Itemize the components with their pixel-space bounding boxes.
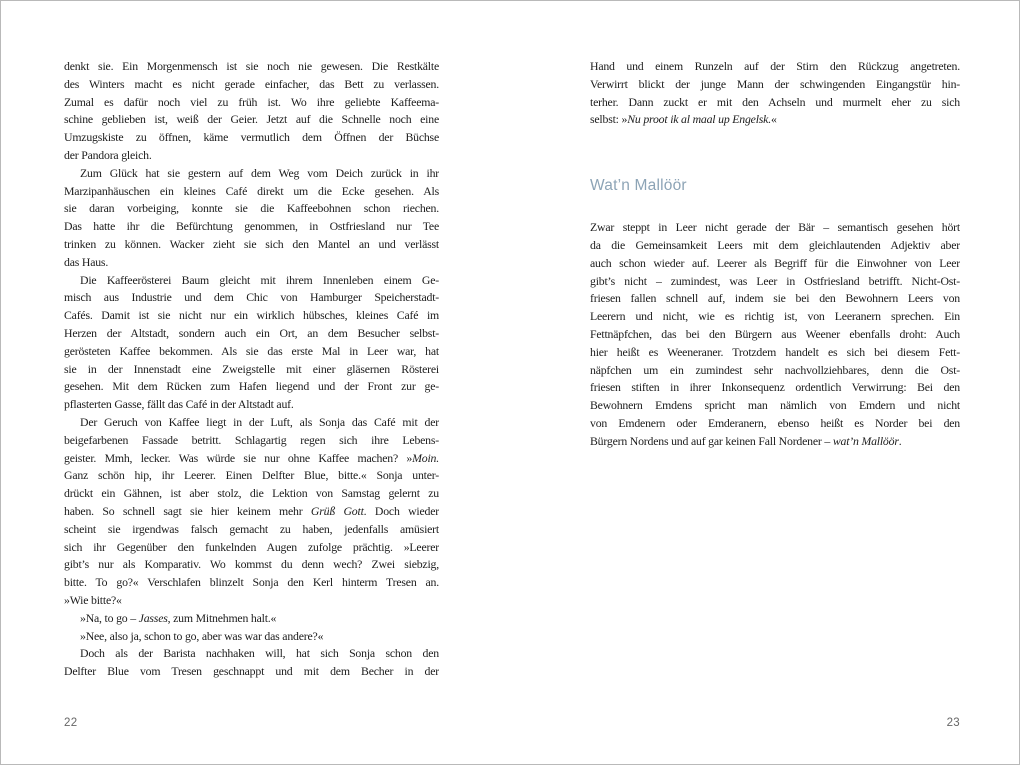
text-line: geister. Mmh, lecker. Was würde sie nur ohne Kaffee machen? »Moin.: [64, 450, 439, 465]
text-line: »Nee, also ja, schon to go, aber was war das andere?«: [80, 628, 324, 643]
text-line: haben. So schnell sagt sie hier keinem mehr Grüß Gott. Doch wieder: [64, 503, 439, 518]
text-line: denkt sie. Ein Morgenmensch ist sie noch nie gewesen. Die Restkälte: [64, 59, 439, 73]
text-line: gibt’s nur als Komparativ. Wo kommst du denn wech? Zwei siebzig,: [64, 557, 439, 572]
page-number-left: 22: [64, 717, 78, 729]
text-line: terher. Dann zuckt er mit den Achseln und murmelt eher zu sich: [590, 94, 960, 109]
text-line: näpfchen um ein zumindest sehr nachvollziehbares, denn die Ost-: [590, 362, 960, 377]
text-line: hier heißt es Weeneraner. Trotzdem handelt es sich bei diesem Fett-: [590, 344, 960, 359]
paragraph: [64, 628, 439, 646]
paragraph: [590, 58, 960, 129]
text-line: gibt’s nicht – zumindest, was Leer in Ostfriesland betrifft. Nicht-Ost-: [590, 273, 960, 288]
text-line: bitte. To go?« Verschlafen blinzelt Sonja den Kerl hinterm Tresen an.: [64, 575, 439, 590]
text-line: Ganz schön hip, ihr Leerer. Einen Delfter Blue, bitte.« Sonja unter-: [64, 468, 439, 483]
text-line: Herzen der Altstadt, sondern auch ein Ort, an dem Besucher selbst-: [64, 325, 439, 340]
text-line: Fettnäpfchen, das bei den Bürgern aus Weener ebenfalls droht: Auch: [590, 326, 960, 341]
right-page-text-column: [590, 58, 960, 451]
text-line: Bürgern Nordens und auf gar keinen Fall Nordener – wat’n Mallöör.: [590, 433, 902, 448]
text-line: Delfter Blue vom Tresen geschnappt und mit dem Becher in der: [64, 664, 439, 679]
text-line: Cafés. Damit ist sie nicht nur ein wirklich hübsches, kleines Café im: [64, 308, 439, 323]
paragraph: [64, 272, 439, 414]
text-line: sie daran vorbeiging, konnte sie die Kaffeebohnen schon riechen.: [64, 201, 439, 216]
text-line: sich ihr Gegenüber den funkelnden Augen zufolge prächtig. »Leerer: [64, 539, 439, 554]
page-number-right: 23: [946, 717, 960, 729]
text-line: Hand und einem Runzeln auf der Stirn den Rückzug angetreten.: [590, 59, 960, 73]
text-line: gerösteten Kaffee bekommen. Als sie das erste Mal in Leer war, hat: [64, 343, 439, 358]
text-line: Der Geruch von Kaffee liegt in der Luft, als Sonja das Café mit der: [80, 414, 439, 429]
text-line: das Haus.: [64, 254, 109, 269]
text-line: der Pandora gleich.: [64, 147, 152, 162]
left-page-text-column: [64, 58, 439, 681]
text-line: schine geblieben ist, weiß der Geier. Jetzt auf die Schnelle noch eine: [64, 112, 439, 127]
text-line: Leerern und nicht, wie es richtig ist, von Leeranern sprechen. Ein: [590, 309, 960, 324]
text-line: Zum Glück hat sie gestern auf dem Weg vom Deich zurück in ihr: [80, 165, 439, 180]
text-line: Umzugskiste zu öffnen, käme vermutlich dem Öffnen der Büchse: [64, 130, 439, 145]
text-line: von Emdenern oder Emderanern, ebenso heißt es Norder bei den: [590, 415, 960, 430]
text-line: gesehen. Mit dem Rücken zum Hafen liegend und der Front zur ge-: [64, 379, 439, 394]
text-line: Doch als der Barista nachhaken will, hat sich Sonja schon den: [80, 646, 439, 661]
text-line: Marzipanhäuschen ein kleines Café direkt um die Ecke gesehen. Als: [64, 183, 439, 198]
text-line: »Na, to go – Jasses, zum Mitnehmen halt.«: [80, 610, 277, 625]
paragraph: [64, 58, 439, 165]
text-line: Das hatte ihr die Befürchtung genommen, in Ostfriesland nur Tee: [64, 219, 439, 234]
right-page-top-text: [590, 58, 960, 129]
text-line: auch schon wieder auf. Leerer als Begriff für die Einwohner von Leer: [590, 255, 960, 270]
text-line: da die Gemeinsamkeit Leers mit dem gleichlautenden Adjektiv aber: [590, 237, 960, 252]
text-line: friesen fallen schnell auf, indem sie bei den Bewohnern Leers von: [590, 291, 960, 306]
paragraph: [590, 219, 960, 450]
text-line: beigefarbenen Fassade betritt. Schlagartig regen sich ihre Lebens-: [64, 432, 439, 447]
text-line: misch aus Industrie und dem Chic von Hamburger Speicherstadt-: [64, 290, 439, 305]
text-line: »Wie bitte?«: [64, 592, 122, 607]
text-line: selbst: »Nu proot ik al maal up Engelsk.«: [590, 112, 777, 127]
text-line: scheint sie irgendwas falsch gemacht zu haben, jedenfalls amüsiert: [64, 521, 439, 536]
text-line: Zwar steppt in Leer nicht gerade der Bär – semantisch gesehen hört: [590, 220, 960, 235]
text-line: pflasterten Gasse, fällt das Café in der Altstadt auf.: [64, 397, 294, 412]
text-line: des Winters macht es nicht gerade einfacher, das Bett zu verlassen.: [64, 76, 439, 91]
text-line: sie in der Innenstadt eine Zweigstelle mit einer gläsernen Rösterei: [64, 361, 439, 376]
text-line: Die Kaffeerösterei Baum gleicht mit ihrem Innenleben einem Ge-: [80, 272, 439, 287]
right-page-bottom-text: [590, 219, 960, 450]
text-line: Zumal es dafür noch viel zu früh ist. Wo ihre geliebte Kaffeema-: [64, 94, 439, 109]
text-line: drückt ein Gähnen, ist aber stolz, die Lektion von Samstag gelernt zu: [64, 486, 439, 501]
text-line: Verwirrt blickt der junge Mann der schwingenden Eingangstür hin-: [590, 76, 960, 91]
paragraph: [64, 414, 439, 610]
paragraph: [64, 165, 439, 272]
text-line: trinken zu können. Wacker zieht sie sich den Mantel an und verlässt: [64, 236, 439, 251]
text-line: friesen stiften in ihrer Inkonsequenz ordentlich Verwirrung: Bei den: [590, 380, 960, 395]
section-heading: Wat’n Mallöör: [590, 177, 687, 195]
paragraph: [64, 645, 439, 681]
text-line: Bewohnern Emdens spricht man nämlich von Emdern und nicht: [590, 398, 960, 413]
paragraph: [64, 610, 439, 628]
